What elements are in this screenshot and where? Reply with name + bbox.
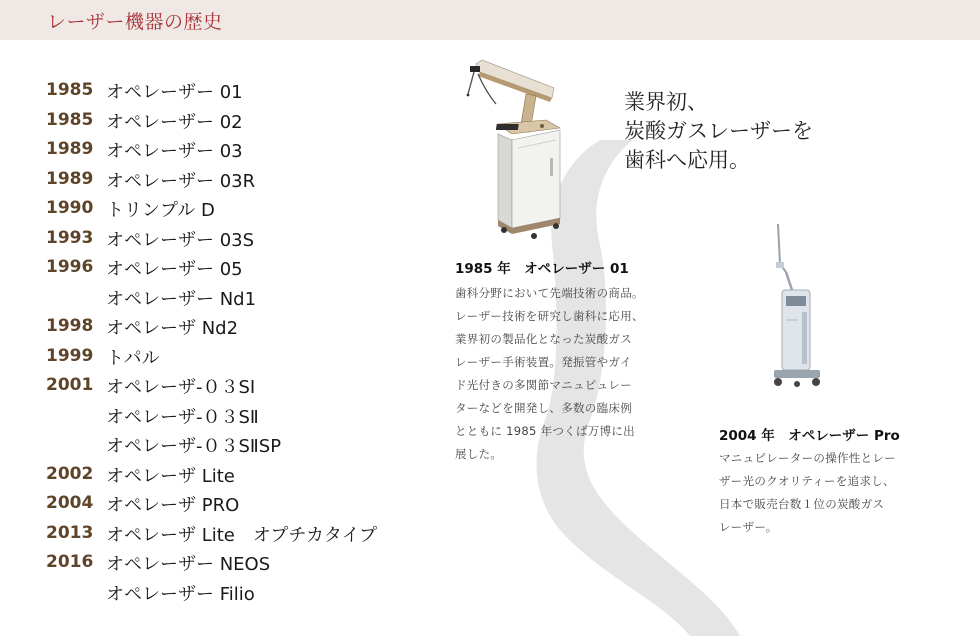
timeline-row <box>46 194 446 223</box>
timeline-row <box>46 578 446 607</box>
timeline-row <box>46 224 446 253</box>
timeline-model: オペレーザ PRO <box>106 495 240 516</box>
section-title: レーザー機器の歴史 <box>47 11 223 33</box>
product1-description-line: ターなどを開発し、多数の臨床例 <box>455 401 632 415</box>
timeline-row <box>46 460 446 489</box>
timeline-year: 1989 <box>46 168 94 189</box>
product2-description-line: ザー光のクオリティーを追求し、 <box>719 474 895 488</box>
product1-description-line: 業界初の製品化となった炭酸ガス <box>455 332 632 346</box>
device-opelaser-01-image <box>460 58 570 244</box>
timeline-model: オペレーザー 02 <box>106 111 243 133</box>
product2-description-line: マニュピレーターの操作性とレー <box>719 451 896 465</box>
timeline-model: オペレーザ-０３SⅡSP <box>106 436 282 457</box>
product1-title: 1985 年 オペレーザー 01 <box>455 261 629 277</box>
timeline-model: オペレーザー 03S <box>106 229 255 251</box>
product1-description-line: 歯科分野において先端技術の商品。 <box>455 286 644 300</box>
timeline-row <box>46 76 446 105</box>
feature-caption-line: 炭酸ガスレーザーを <box>624 119 813 143</box>
timeline-row <box>46 253 446 282</box>
product1-description <box>455 282 644 466</box>
timeline-model: オペレーザー 01 <box>106 82 243 103</box>
timeline-year: 2004 <box>46 493 94 513</box>
timeline-model: オペレーザー 03R <box>106 170 256 192</box>
product2-title: 2004 年 オペレーザー Pro <box>719 428 900 444</box>
timeline-model: オペレーザ Nd2 <box>106 318 239 339</box>
timeline-year: 1990 <box>46 198 94 218</box>
timeline-year: 2001 <box>46 375 94 395</box>
timeline-model: オペレーザー Nd1 <box>106 288 257 310</box>
timeline-row <box>46 519 446 548</box>
timeline-row <box>46 430 446 459</box>
timeline-row <box>46 342 446 371</box>
timeline-year: 1985 <box>46 109 94 130</box>
timeline-year: 1985 <box>46 80 94 100</box>
product1-description-line: ド光付きの多関節マニュピュレー <box>455 378 632 392</box>
timeline-model: トパル <box>106 347 160 369</box>
timeline-year: 1999 <box>46 345 94 366</box>
timeline-model: オペレーザ Lite オプチカタイプ <box>106 524 378 546</box>
product1-description-line: とともに 1985 年つくば万博に出 <box>455 424 635 438</box>
timeline-row <box>46 401 446 430</box>
timeline-row <box>46 489 446 518</box>
product2-description <box>719 447 896 539</box>
timeline-year: 1989 <box>46 139 94 159</box>
timeline-row <box>46 106 446 135</box>
timeline-model: オペレーザ-０３SⅡ <box>106 406 259 428</box>
timeline-model: オペレーザー 05 <box>106 259 243 280</box>
feature-caption-line: 歯科へ応用。 <box>624 148 750 172</box>
device-opelaser-pro-image <box>766 220 826 392</box>
timeline-row <box>46 283 446 312</box>
section-header <box>0 0 980 40</box>
timeline-year: 2016 <box>46 552 94 572</box>
timeline-year: 1993 <box>46 227 94 248</box>
product1-description-line: レーザー手術装置。発振管やガイ <box>455 355 632 369</box>
timeline-year: 1998 <box>46 316 94 336</box>
timeline-model: オペレーザー NEOS <box>106 554 271 575</box>
timeline-year: 1996 <box>46 257 94 277</box>
timeline-model: オペレーザー Filio <box>106 583 255 605</box>
product2-description-line: レーザー。 <box>719 520 778 534</box>
timeline-year: 2002 <box>46 463 94 484</box>
timeline-model: オペレーザ Lite <box>106 465 235 487</box>
product2-description-line: 日本で販売台数１位の炭酸ガス <box>719 497 885 511</box>
timeline-model: オペレーザ-０３SⅠ <box>106 377 256 398</box>
timeline-row <box>46 165 446 194</box>
timeline-row <box>46 371 446 400</box>
timeline-row <box>46 312 446 341</box>
timeline-model: オペレーザー 03 <box>106 141 243 162</box>
product1-description-line: 展した。 <box>455 447 503 461</box>
feature-caption-line: 業界初、 <box>624 90 708 114</box>
timeline-model: トリンプル D <box>106 200 215 221</box>
product1-description-line: レーザー技術を研究し歯科に応用、 <box>455 309 644 323</box>
timeline-row <box>46 135 446 164</box>
timeline-year: 2013 <box>46 522 94 543</box>
timeline-row <box>46 548 446 577</box>
feature-caption <box>624 88 813 175</box>
